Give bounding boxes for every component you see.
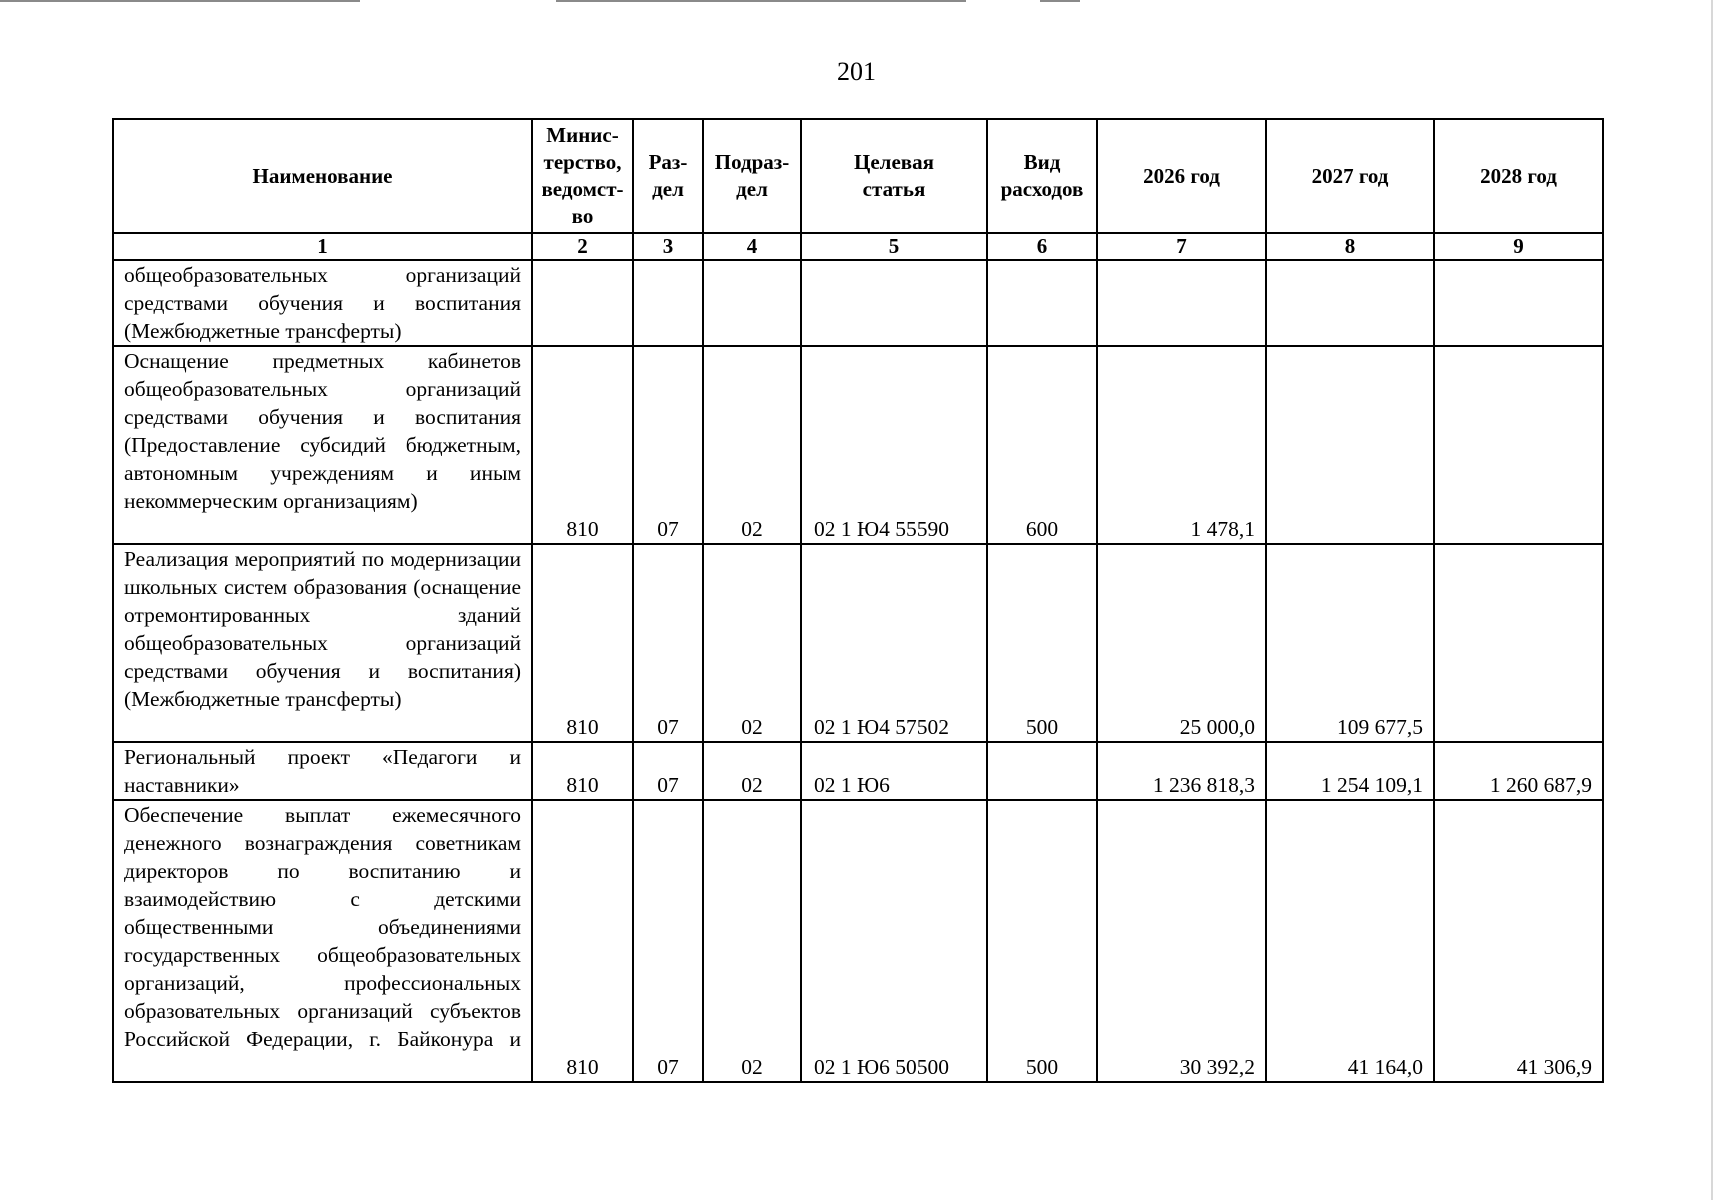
cell-target [801, 260, 987, 346]
cell-target: 02 1 Ю6 50500 [801, 800, 987, 1082]
cell-2027 [1266, 260, 1434, 346]
cell-subsection [703, 260, 801, 346]
cell-expense-type: 600 [987, 346, 1097, 544]
cell-section: 07 [633, 742, 703, 800]
table-row [113, 742, 1603, 800]
row-name: общеобразовательных организаций средствами обучения и воспитания (Межбюджетные трансферты) [113, 260, 532, 346]
cell-2028 [1434, 544, 1603, 742]
cell-expense-type [987, 260, 1097, 346]
header-subsection: Подраз- дел [703, 119, 801, 233]
table-row [113, 544, 1603, 742]
cell-expense-type [987, 742, 1097, 800]
scan-edge-segment [556, 0, 966, 2]
cell-expense-type: 500 [987, 800, 1097, 1082]
cell-ministry: 810 [532, 800, 633, 1082]
cell-ministry: 810 [532, 544, 633, 742]
header-year-2028: 2028 год [1434, 119, 1603, 233]
header-row [113, 119, 1603, 233]
cell-target: 02 1 Ю6 [801, 742, 987, 800]
table-row [113, 346, 1603, 544]
table-row [113, 800, 1603, 1082]
cell-2027: 109 677,5 [1266, 544, 1434, 742]
cell-2026: 25 000,0 [1097, 544, 1266, 742]
column-number: 8 [1266, 233, 1434, 260]
table-row [113, 260, 1603, 346]
cell-2028: 1 260 687,9 [1434, 742, 1603, 800]
row-name: Обеспечение выплат ежемесячного денежного вознаграждения советникам директоров по воспитанию и взаимодействию с детскими общественными объединениями государственных общеобразовательных организаций, профессиональных образовательных организаций субъектов Российской Федерации, г. Байконура и [113, 800, 532, 1082]
cell-2026: 1 236 818,3 [1097, 742, 1266, 800]
cell-subsection: 02 [703, 800, 801, 1082]
column-number: 7 [1097, 233, 1266, 260]
column-number: 9 [1434, 233, 1603, 260]
header-year-2027: 2027 год [1266, 119, 1434, 233]
cell-ministry: 810 [532, 346, 633, 544]
cell-expense-type: 500 [987, 544, 1097, 742]
header-name: Наименование [113, 119, 532, 233]
cell-2027: 1 254 109,1 [1266, 742, 1434, 800]
cell-section: 07 [633, 800, 703, 1082]
header-expense-type: Вид расходов [987, 119, 1097, 233]
scan-top-edge [0, 0, 1713, 2]
column-number: 2 [532, 233, 633, 260]
scan-edge-segment [1040, 0, 1080, 2]
column-number: 6 [987, 233, 1097, 260]
cell-target: 02 1 Ю4 55590 [801, 346, 987, 544]
header-year-2026: 2026 год [1097, 119, 1266, 233]
cell-subsection: 02 [703, 742, 801, 800]
scan-edge-segment [0, 0, 360, 2]
row-name: Реализация мероприятий по модернизации школьных систем образования (оснащение отремонтированных зданий общеобразовательных организаций средствами обучения и воспитания) (Межбюджетные трансферты) [113, 544, 532, 742]
cell-subsection: 02 [703, 346, 801, 544]
column-number: 5 [801, 233, 987, 260]
header-ministry: Минис- терство, ведомст- во [532, 119, 633, 233]
cell-2028 [1434, 346, 1603, 544]
header-target: Целевая статья [801, 119, 987, 233]
cell-2027 [1266, 346, 1434, 544]
cell-ministry: 810 [532, 742, 633, 800]
column-number: 4 [703, 233, 801, 260]
cell-subsection: 02 [703, 544, 801, 742]
column-number: 3 [633, 233, 703, 260]
budget-table [112, 118, 1604, 1083]
cell-section [633, 260, 703, 346]
row-name: Оснащение предметных кабинетов общеобразовательных организаций средствами обучения и воспитания (Предоставление субсидий бюджетным, автономным учреждениям и иным некоммерческим организациям) [113, 346, 532, 544]
row-name: Региональный проект «Педагоги и наставники» [113, 742, 532, 800]
cell-2026: 30 392,2 [1097, 800, 1266, 1082]
cell-target: 02 1 Ю4 57502 [801, 544, 987, 742]
cell-2028 [1434, 260, 1603, 346]
cell-2028: 41 306,9 [1434, 800, 1603, 1082]
cell-ministry [532, 260, 633, 346]
page-number: 201 [837, 57, 876, 86]
cell-2026: 1 478,1 [1097, 346, 1266, 544]
column-number-row [113, 233, 1603, 260]
header-section: Раз- дел [633, 119, 703, 233]
cell-2026 [1097, 260, 1266, 346]
cell-section: 07 [633, 544, 703, 742]
cell-2027: 41 164,0 [1266, 800, 1434, 1082]
cell-section: 07 [633, 346, 703, 544]
column-number: 1 [113, 233, 532, 260]
